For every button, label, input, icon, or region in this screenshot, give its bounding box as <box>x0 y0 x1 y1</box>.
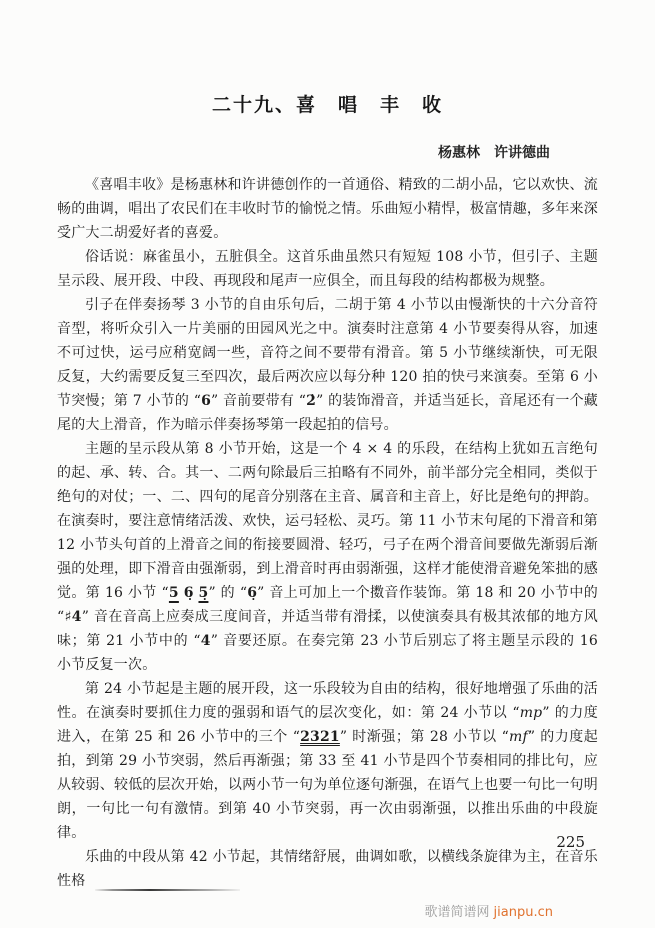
text-segment: ” 的力度起拍，到第 29 小节突弱，然后再渐强；第 33 至 41 小节是四个节奏相同的排比句，应从较弱、较低的层次开始，以两小节一句为单位逐句渐强，在语气上也要一句比一句明朗，一句比一句有激情。到第 40 小节突弱，再一次由弱渐强，以推出乐曲的中段旋律。 <box>57 729 598 841</box>
music-notation-segment: 2321 <box>300 729 340 745</box>
music-notation-segment: mf <box>509 729 528 745</box>
paragraph <box>57 845 598 893</box>
text-segment: ” 音要还原。在奏完第 23 小节后别忘了将主题呈示段的 16 小节反复一次。 <box>57 633 599 673</box>
text-segment: 主题的呈示段从第 8 小节开始，这是一个 4 × 4 的乐段，在结构上犹如五言绝句的起、承、转、合。其一、二两句除最后三拍略有不同外，前半部分完全相同，类似于绝句的对仗；一、二、四句的尾音分别落在主音、属音和主音上，好比是绝句的押韵。在演奏时，要注意情绪活泼、欢快，运弓轻松、灵巧。第 11 小节末句尾的下滑音和第 12 小节头句首的上滑音之间的衔接要圆滑、轻巧，弓子在两个滑音间要做先渐弱后渐强的处理，即下滑音由强渐弱，到上滑音时再由弱渐强，这样才能使滑音避免笨拙的感觉。第 16 小节 “ <box>57 441 598 601</box>
paragraph <box>57 293 598 437</box>
text-segment: ” 音在音高上应奏成三度间音，并适当带有滑揉，以使演奏具有极其浓郁的地方风味；第 21 小节中的 “ <box>57 609 598 649</box>
text-segment: ” 音上可加上一个擞音作装饰。第 18 和 20 小节中的 “ <box>57 585 598 625</box>
paragraph <box>57 173 598 245</box>
text-segment: 《喜唱丰收》是杨惠林和许讲德创作的一首通俗、精致的二胡小品，它以欢快、流畅的曲调，唱出了农民们在丰收时节的愉悦之情。乐曲短小精悍，极富情趣，多年来深受广大二胡爱好者的喜爱。 <box>57 177 598 241</box>
watermark-site-url: jianpu.cn <box>493 905 553 920</box>
watermark <box>425 901 553 920</box>
text-segment: 第 24 小节起是主题的展开段，这一乐段较为自由的结构，很好地增强了乐曲的活性。在演奏时要抓住力度的强弱和语气的层次变化，如：第 24 小节以 “ <box>57 681 598 721</box>
music-notation-segment: 6 <box>201 393 212 409</box>
text-segment: ” 的力度进入，在第 25 和 26 小节中的三个 “ <box>57 705 599 745</box>
watermark-site-name: 歌谱简谱网 <box>424 905 490 920</box>
text-segment: ” 的装饰滑音，并适当延长，音尾还有一个藏尾的大上滑音，作为暗示伴奏扬琴第一段起拍的信号。 <box>57 393 598 433</box>
text-segment: ” 时渐强；第 28 小节以 “ <box>339 729 509 745</box>
text-segment: ” 音前要带有 “ <box>211 393 307 409</box>
music-notation-segment: 4 <box>200 633 211 649</box>
page <box>57 0 598 893</box>
music-notation-segment: 6̣ <box>247 585 258 601</box>
paragraph <box>57 437 598 677</box>
page-number: 225 <box>556 833 585 851</box>
author-credit: 杨惠林 许讲德曲 <box>438 145 550 161</box>
page-title: 二十九、喜 唱 丰 收 <box>211 94 443 116</box>
music-notation-segment: mp <box>519 705 543 721</box>
music-notation-segment: 5̣ <box>198 585 209 601</box>
music-notation-segment: 6̣ <box>183 585 194 601</box>
text-segment: ” 的 “ <box>208 585 248 601</box>
text-segment: 乐曲的中段从第 42 小节起，其情绪舒展，曲调如歌，以横线条旋律为主，在音乐性格 <box>57 849 598 889</box>
music-notation-segment: ♯4 <box>64 609 82 625</box>
body-paragraphs <box>57 173 598 893</box>
music-notation-segment: 5 <box>168 585 179 601</box>
paragraph <box>57 677 598 845</box>
paragraph <box>57 245 598 293</box>
scan-artifact-line <box>95 889 240 891</box>
text-segment: 俗话说：麻雀虽小，五脏俱全。这首乐曲虽然只有短短 108 小节，但引子、主题呈示段、展开段、中段、再现段和尾声一应俱全，而且每段的结构都极为规整。 <box>57 249 598 289</box>
text-segment: 引子在伴奏扬琴 3 小节的自由乐句后，二胡于第 4 小节以由慢渐快的十六分音符音型，将听众引入一片美丽的田园风光之中。演奏时注意第 4 小节要奏得从容，加速不可过快，运弓应稍宽阔一些，音符之间不要带有滑音。第 5 小节继续渐快，可无限反复，大约需要反复三至四次，最后两次应以每分种 120 拍的快弓来演奏。至第 6 小节突慢；第 7 小节的 “ <box>57 297 598 409</box>
music-notation-segment: 2̇ <box>306 393 317 409</box>
